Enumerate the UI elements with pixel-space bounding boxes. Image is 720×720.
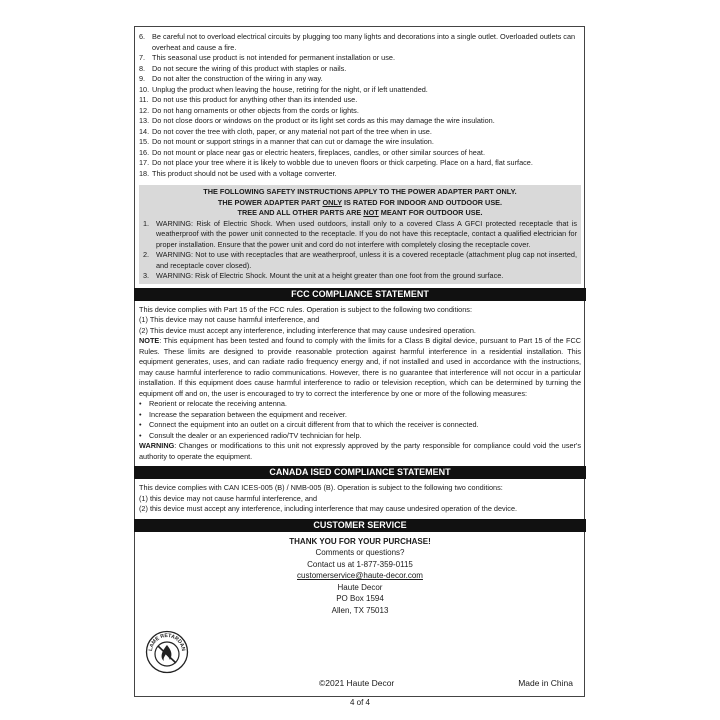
page-number: 4 of 4 bbox=[349, 698, 370, 707]
list-item: 6. Be careful not to overload electrical circuits by plugging too many lights and decorations into a single outlet. Overloaded outlets can overheat and cause a fire. bbox=[139, 32, 576, 52]
list-item: 16. Do not mount or place near gas or electric heaters, fireplaces, candles, or other similar sources of heat. bbox=[139, 147, 485, 157]
canada-intro: This device complies with CAN ICES-005 (B) / NMB-005 (B). Operation is subject to the following two conditions: bbox=[139, 483, 503, 492]
adapter-list bbox=[143, 219, 577, 282]
email-link[interactable]: customerservice@haute-decor.com bbox=[297, 571, 423, 580]
questions-text: Comments or questions? bbox=[315, 548, 405, 557]
list-item: 15. Do not mount or support strings in a manner that can cut or damage the wire insulation. bbox=[139, 137, 434, 146]
bullet-item: • Consult the dealer or an experienced radio/TV technician for help. bbox=[139, 430, 362, 440]
contact-phone: Contact us at 1-877-359-0115 bbox=[307, 559, 413, 569]
list-item: 13. Do not close doors or windows on the product or its light set cords as this may damage the wire insulation. bbox=[139, 116, 495, 125]
fcc-note: NOTE: This equipment has been tested and found to comply with the limits for a Class B digital device, pursuant to Part 15 of the FCC Rules. These limits are designed to provide reasonable protection against harmful interference in a residential installation. This equipment generates, uses, and can radiate radio frequency energy and, if not installed and used in accordance with the instructions, may cause harmful interference to radio communications. However, there is no guarantee that interference will not occur in a particular installation. If this equipment does cause harmful interference to radio or television reception, which can be determined by turning the equipment off and on, the user is encouraged to try to correct the interference by one or more of the following measures: bbox=[139, 336, 581, 398]
document-body bbox=[139, 32, 581, 616]
fcc-condition: (2) This device must accept any interference, including interference that may cause undesired operation. bbox=[139, 325, 476, 335]
thanks-text: THANK YOU FOR YOUR PURCHASE! bbox=[289, 536, 431, 546]
list-item: 10. Unplug the product when leaving the house, retiring for the night, or if left unattended. bbox=[139, 84, 428, 94]
flame-retardant-seal-icon bbox=[145, 630, 189, 674]
city-zip: Allen, TX 75013 bbox=[331, 605, 389, 615]
list-item: 9. Do not alter the construction of the wiring in any way. bbox=[139, 74, 323, 83]
list-item: 11. Do not use this product for anything other than its intended use. bbox=[139, 95, 358, 104]
bullet-item: • Reorient or relocate the receiving antenna. bbox=[139, 399, 287, 408]
list-item: 18. This product should not be used with a voltage converter. bbox=[139, 168, 337, 178]
list-item: 3. WARNING: Risk of Electric Shock. Mount the unit at a height greater than one foot from the ground surface. bbox=[143, 271, 504, 280]
copyright: ©2021 Haute Decor bbox=[319, 678, 395, 688]
list-item: 1. WARNING: Risk of Electric Shock. When used outdoors, install only to a covered Class A GFCI protected receptacle that is weatherproof with the power unit connected to the receptacle. If you do not have this receptacle, contact a qualified electrician for proper installation. Ensure that the power unit and cord do not interfere with completely closing the receptacle cover. bbox=[143, 218, 577, 249]
adapter-heading-line: THE FOLLOWING SAFETY INSTRUCTIONS APPLY TO THE POWER ADAPTER PART ONLY. bbox=[203, 187, 517, 196]
list-item: 12. Do not hang ornaments or other objects from the cords or lights. bbox=[139, 105, 359, 115]
fcc-heading: FCC COMPLIANCE STATEMENT bbox=[134, 288, 586, 301]
adapter-heading-line: THE POWER ADAPTER PART ONLY IS RATED FOR INDOOR AND OUTDOOR USE. bbox=[217, 197, 503, 207]
svg-text:FLAME RETARDANT: LAME RETARDAN bbox=[147, 632, 187, 652]
list-item: 17. Do not place your tree where it is likely to wobble due to uneven floors or thick carpeting. Place on a hard, flat surface. bbox=[139, 158, 533, 167]
adapter-heading-line: TREE AND ALL OTHER PARTS ARE NOT MEANT FOR OUTDOOR USE. bbox=[237, 208, 483, 217]
bullet-item: • Increase the separation between the equipment and receiver. bbox=[139, 409, 347, 419]
list-item: 2. WARNING: Not to use with receptacles that are weatherproof, unless it is a covered receptacle (attachment plug cap not inserted, and receptacle cover closed). bbox=[143, 250, 577, 270]
po-box: PO Box 1594 bbox=[336, 594, 384, 603]
list-item: 8. Do not secure the wiring of this product with staples or nails. bbox=[139, 63, 347, 73]
fcc-condition: (1) This device may not cause harmful interference, and bbox=[139, 315, 320, 324]
fcc-intro: This device complies with Part 15 of the FCC rules. Operation is subject to the following two conditions: bbox=[139, 304, 472, 314]
bullet-item: • Connect the equipment into an outlet on a circuit different from that to which the receiver is connected. bbox=[139, 420, 479, 429]
customer-service-heading: CUSTOMER SERVICE bbox=[134, 519, 586, 532]
canada-heading: CANADA ISED COMPLIANCE STATEMENT bbox=[134, 466, 586, 479]
list-item: 14. Do not cover the tree with cloth, paper, or any material not part of the tree when in use. bbox=[139, 126, 432, 136]
made-in: Made in China bbox=[518, 678, 573, 688]
canada-condition: (1) this device may not cause harmful interference, and bbox=[139, 493, 318, 503]
customer-service-block bbox=[139, 536, 581, 617]
list-item: 7. This seasonal use product is not intended for permanent installation or use. bbox=[139, 53, 395, 62]
fcc-warning: WARNING: Changes or modifications to this unit not expressly approved by the party responsible for compliance could void the user's authority to operate the equipment. bbox=[139, 441, 581, 461]
canada-condition: (2) this device must accept any interference, including interference that may cause undesired operation of the device. bbox=[139, 504, 518, 513]
safety-list bbox=[139, 32, 581, 179]
adapter-warning-box bbox=[139, 185, 581, 284]
company-name: Haute Decor bbox=[337, 582, 383, 592]
